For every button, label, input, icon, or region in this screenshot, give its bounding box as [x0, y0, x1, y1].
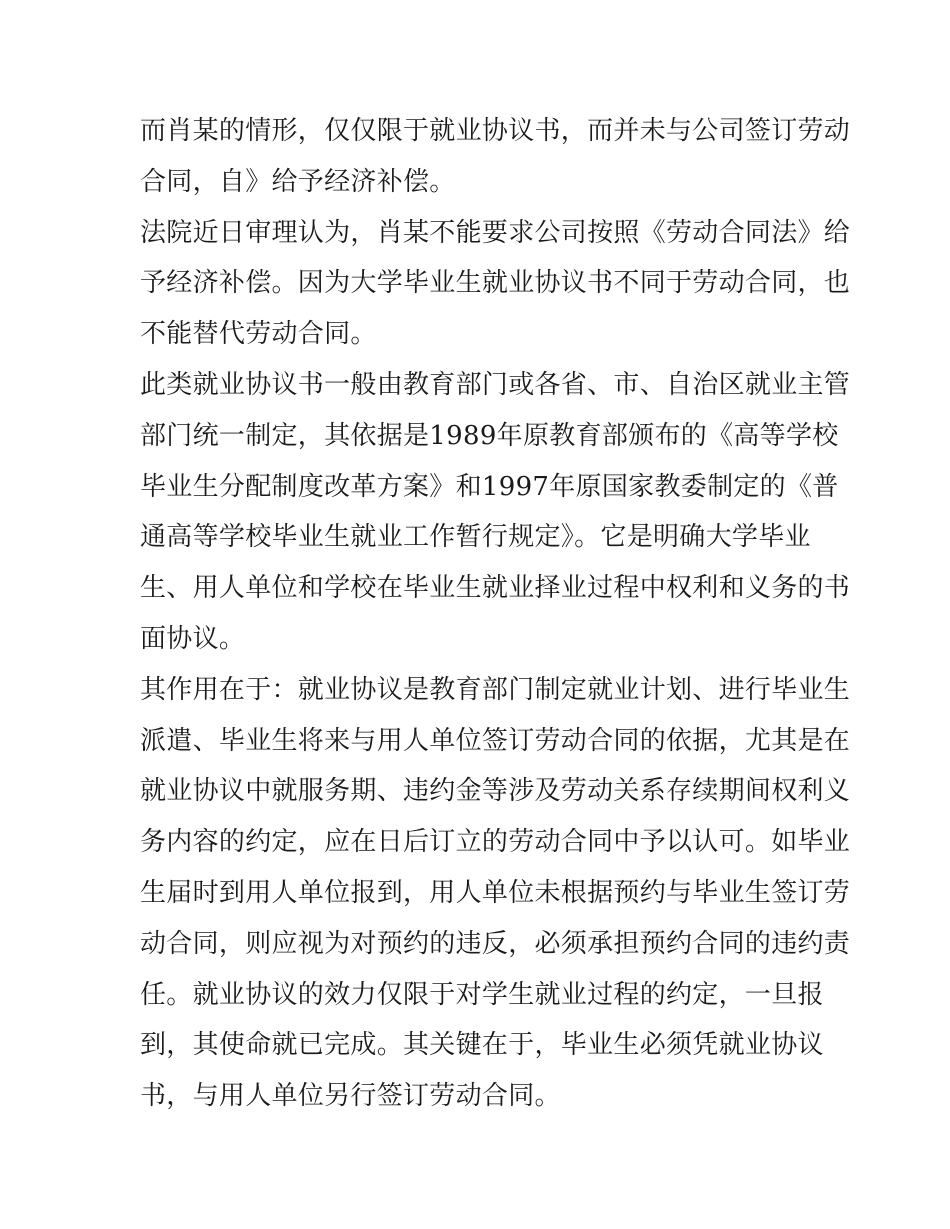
text-line-7: 部门统一制定，其依据是1989年原教育部颁布的《高等学校	[140, 420, 839, 451]
text-line-5: 不能替代劳动合同。	[140, 319, 377, 350]
text-line-18: 任。就业协议的效力仅限于对学生就业过程的约定，一旦报	[140, 979, 824, 1010]
text-line-4: 予经济补偿。因为大学毕业生就业协议书不同于劳动合同，也	[140, 268, 851, 299]
text-line-16: 生届时到用人单位报到，用人单位未根据预约与毕业生签订劳	[140, 877, 851, 908]
text-line-8: 毕业生分配制度改革方案》和1997年原国家教委制定的《普	[140, 471, 839, 502]
text-line-12: 其作用在于：就业协议是教育部门制定就业计划、进行毕业生	[140, 674, 851, 705]
text-line-6: 此类就业协议书一般由教育部门或各省、市、自治区就业主管	[140, 369, 851, 400]
document-body	[140, 106, 851, 1122]
text-line-15: 务内容的约定，应在日后订立的劳动合同中予以认可。如毕业	[140, 827, 851, 858]
text-line-9: 通高等学校毕业生就业工作暂行规定》。它是明确大学毕业	[140, 522, 811, 553]
text-line-3: 法院近日审理认为，肖某不能要求公司按照《劳动合同法》给	[140, 217, 851, 248]
text-line-10: 生、用人单位和学校在毕业生就业择业过程中权利和义务的书	[140, 573, 851, 604]
text-line-17: 动合同，则应视为对预约的违反，必须承担预约合同的违约责	[140, 928, 851, 959]
text-line-2: 合同，自》给予经济补偿。	[140, 166, 456, 197]
text-line-13: 派遣、毕业生将来与用人单位签订劳动合同的依据，尤其是在	[140, 725, 851, 756]
text-line-11: 面协议。	[140, 623, 246, 654]
text-line-1: 而肖某的情形，仅仅限于就业协议书，而并未与公司签订劳动	[140, 116, 851, 146]
text-line-20: 书，与用人单位另行签订劳动合同。	[140, 1081, 561, 1112]
text-line-19: 到，其使命就已完成。其关键在于，毕业生必须凭就业协议	[140, 1030, 824, 1061]
text-line-14: 就业协议中就服务期、违约金等涉及劳动关系存续期间权利义	[140, 776, 851, 807]
